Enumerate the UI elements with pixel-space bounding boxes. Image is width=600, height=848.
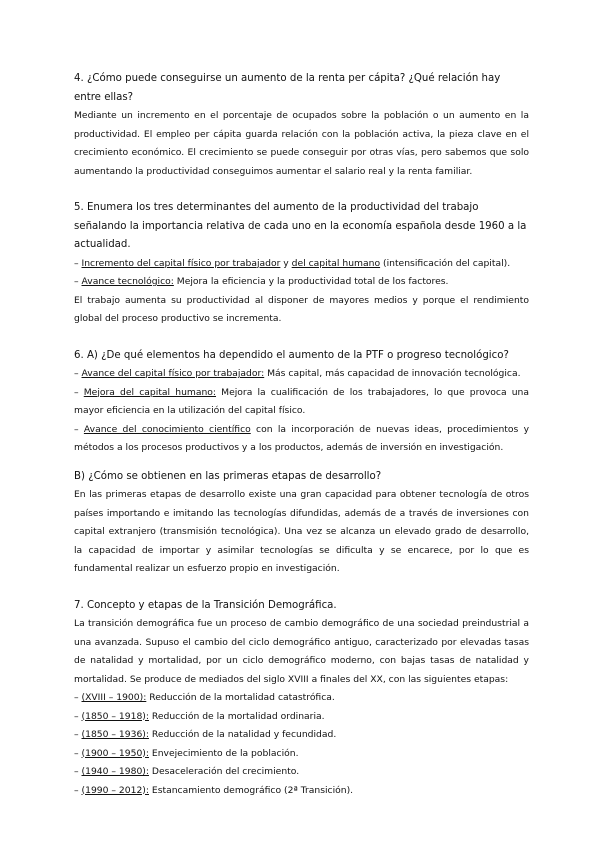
section-6b xyxy=(74,468,529,579)
list-item: – Avance del conocimiento científico con la incorporación de nuevas ideas, procedimientos y métodos a los procesos productivos y a los productos, además de inversión en investigación. xyxy=(74,423,530,453)
question-4: 4. ¿Cómo puede conseguirse un aumento de la renta per cápita? ¿Qué relación hay entre ellas? xyxy=(74,73,501,103)
section-7 xyxy=(74,597,529,801)
stage-item: – (XVIII – 1900): Reducción de la mortalidad catastrófica. xyxy=(74,692,335,703)
list-item: – Avance del capital físico por trabajador: Más capital, más capacidad de innovación tecnológica. xyxy=(74,368,521,379)
answer-6b: En las primeras etapas de desarrollo existe una gran capacidad para obtener tecnología de otros países importando e imitando las tecnologías difundidas, además de a través de inversiones con capital extranjero (transmisión tecnológica). Una vez se alcanza un elevado grado de desarrollo, la capacidad de importar y asimilar tecnologías se dificulta y se encarece, por lo que es fundamental realizar un esfuerzo propio en investigación. xyxy=(74,489,529,574)
stage-item: – (1900 – 1950): Envejecimiento de la población. xyxy=(74,747,299,759)
determinant-item-2: – Avance tecnológico: Mejora la eficiencia y la productividad total de los factores. xyxy=(74,276,449,287)
term-avance-tecnologico: Avance tecnológico: xyxy=(81,276,174,287)
stage-period: (1940 – 1980): xyxy=(81,766,149,777)
term-capital-fisico: Incremento del capital físico por trabajador xyxy=(81,257,281,269)
term-item: Mejora del capital humano: xyxy=(83,386,217,398)
term-item: Avance del capital físico por trabajador: xyxy=(81,368,265,379)
section-4 xyxy=(74,70,529,181)
stage-item: – (1990 – 2012): Estancamiento demográfico (2ª Transición). xyxy=(74,784,354,796)
question-6a: 6. A) ¿De qué elementos ha dependido el aumento de la PTF o progreso tecnológico? xyxy=(74,349,509,361)
stage-period: (1900 – 1950): xyxy=(81,747,149,759)
stage-period: (XVIII – 1900): xyxy=(81,692,147,703)
stage-period: (1850 – 1936): xyxy=(81,729,149,740)
question-7: 7. Concepto y etapas de la Transición Demográfica. xyxy=(74,599,337,611)
section-6a xyxy=(74,347,529,458)
determinant-item-1: – Incremento del capital físico por trabajador y del capital humano (intensificación del capital). xyxy=(74,257,511,269)
term-capital-humano: del capital humano xyxy=(291,257,381,269)
term-item: Avance del conocimiento científico xyxy=(83,423,251,435)
section-5 xyxy=(74,199,529,329)
question-6b: B) ¿Cómo se obtienen en las primeras etapas de desarrollo? xyxy=(74,470,382,482)
stage-item: – (1850 – 1918): Reducción de la mortalidad ordinaria. xyxy=(74,710,325,722)
stage-period: (1850 – 1918): xyxy=(81,710,149,722)
closing-5: El trabajo aumenta su productividad al disponer de mayores medios y porque el rendimiento global del proceso productivo se incrementa. xyxy=(74,294,529,324)
stage-item: – (1940 – 1980): Desaceleración del crecimiento. xyxy=(74,766,300,777)
question-5: 5. Enumera los tres determinantes del aumento de la productividad del trabajo señalando la importancia relativa de cada uno en la economía española desde 1960 a la actualidad. xyxy=(74,202,527,250)
answer-4: Mediante un incremento en el porcentaje de ocupados sobre la población o un aumento en la productividad. El empleo per cápita guarda relación con la población activa, la pieza clave en el crecimiento económico. El crecimiento se puede conseguir por otras vías, pero sabemos que solo aumentando la productividad conseguimos aumentar el salario real y la renta familiar. xyxy=(74,110,529,177)
document-page xyxy=(74,70,529,800)
list-item: – Mejora del capital humano: Mejora la cualificación de los trabajadores, lo que provoca una mayor eficiencia en la utilización del capital físico. xyxy=(74,386,529,416)
answer-7: La transición demográfica fue un proceso de cambio demográfico de una sociedad preindustrial a una avanzada. Supuso el cambio del ciclo demográfico antiguo, caracterizado por elevadas tasas de natalidad y mortalidad, por un ciclo demográfico moderno, con bajas tasas de natalidad y mortalidad. Se produce de mediados del siglo XVIII a finales del XX, con las siguientes etapas: xyxy=(74,618,529,685)
stage-period: (1990 – 2012): xyxy=(81,784,149,796)
stage-item: – (1850 – 1936): Reducción de la natalidad y fecundidad. xyxy=(74,729,337,740)
